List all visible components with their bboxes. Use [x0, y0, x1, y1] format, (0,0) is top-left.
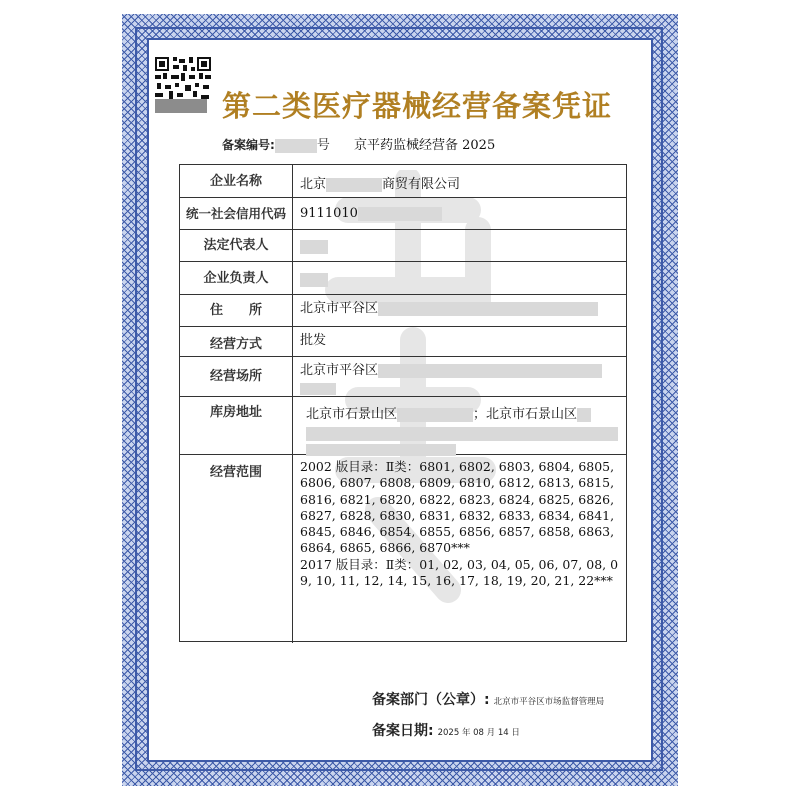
business-premises-text: 北京市平谷区 [300, 363, 379, 378]
table-row [180, 327, 626, 357]
business-mode-label: 经营方式 [180, 327, 293, 356]
principal-value [300, 272, 620, 287]
company-name-prefix: 北京 [300, 177, 327, 192]
credit-code-text: 9111010 [300, 206, 358, 221]
warehouse-label: 库房地址 [180, 397, 293, 454]
redacted-block [300, 383, 336, 395]
credit-code-value [300, 206, 620, 221]
qr-code-icon [155, 57, 211, 101]
business-mode-value: 批发 [300, 333, 327, 348]
redacted-block [378, 302, 598, 316]
table-row [180, 230, 626, 262]
credit-code-label: 统一社会信用代码 [180, 198, 293, 229]
info-table [179, 164, 627, 642]
company-name-value [300, 173, 620, 192]
registration-number [222, 134, 330, 153]
legal-rep-value [300, 239, 620, 254]
redacted-block [306, 444, 456, 456]
redacted-block [300, 240, 328, 254]
warehouse-value [306, 403, 620, 457]
scope-label: 经营范围 [180, 455, 293, 643]
table-row [180, 262, 626, 295]
company-name-suffix: 商贸有限公司 [382, 177, 461, 192]
registration-value-suffix: 号 [316, 138, 330, 153]
filing-department [372, 689, 604, 709]
table-row [180, 295, 626, 327]
redacted-block [358, 207, 442, 221]
residence-text: 北京市平谷区 [300, 301, 379, 316]
certificate-title: 第二类医疗器械经营备案凭证 [222, 89, 613, 123]
redacted-block [155, 99, 207, 113]
table-row [180, 397, 626, 455]
filing-date-value: 2025 年 08 月 14 日 [437, 728, 520, 738]
redacted-block [397, 408, 473, 422]
table-row [180, 455, 626, 643]
redacted-block [300, 273, 328, 287]
scope-2002-catalog: 2002 版目录：Ⅱ类：6801, 6802, 6803, 6804, 6805, 6806, 6807, 6808, 6809, 6810, 6812, 6813, 6815, 6816, 6821, 6820, 6822, 6823, 6824, 6825, 6826, 6827, 6828, 6830, 6831, 6832, 6833, 6834, 6841, 6845, 6846, 6854, 6855, 6856, 6857, 6858, 6863, 6864, 6865, 6866, 6870*** [300, 459, 615, 556]
redacted-block [577, 408, 591, 422]
table-row [180, 198, 626, 230]
filing-department-value: 北京市平谷区市场监督管理局 [493, 697, 605, 707]
business-premises-value [300, 359, 620, 396]
redacted-block [326, 178, 382, 192]
residence-label: 住 所 [180, 295, 293, 326]
legal-rep-label: 法定代表人 [180, 230, 293, 261]
business-premises-label: 经营场所 [180, 357, 293, 396]
filing-date [372, 720, 520, 740]
filing-date-label: 备案日期: [372, 723, 434, 739]
warehouse-address-a: 北京市石景山区 [306, 407, 398, 422]
filing-department-label: 备案部门（公章）: [372, 692, 490, 708]
warehouse-separator: ； [473, 407, 487, 422]
registration-label: 备案编号: [222, 138, 275, 152]
company-name-label: 企业名称 [180, 165, 293, 197]
warehouse-address-b: 北京市石景山区 [486, 407, 578, 422]
residence-value [300, 297, 620, 316]
table-row [180, 165, 626, 198]
scope-2017-catalog: 2017 版目录：Ⅱ类：01, 02, 03, 04, 05, 06, 07, 08, 09, 10, 11, 12, 14, 15, 16, 17, 18, 19, 20, 21, 22*** [300, 556, 619, 589]
scope-value [300, 459, 620, 589]
redacted-block [378, 364, 602, 378]
table-row [180, 357, 626, 397]
redacted-block [306, 427, 618, 441]
principal-label: 企业负责人 [180, 262, 293, 294]
redacted-block [275, 139, 317, 153]
